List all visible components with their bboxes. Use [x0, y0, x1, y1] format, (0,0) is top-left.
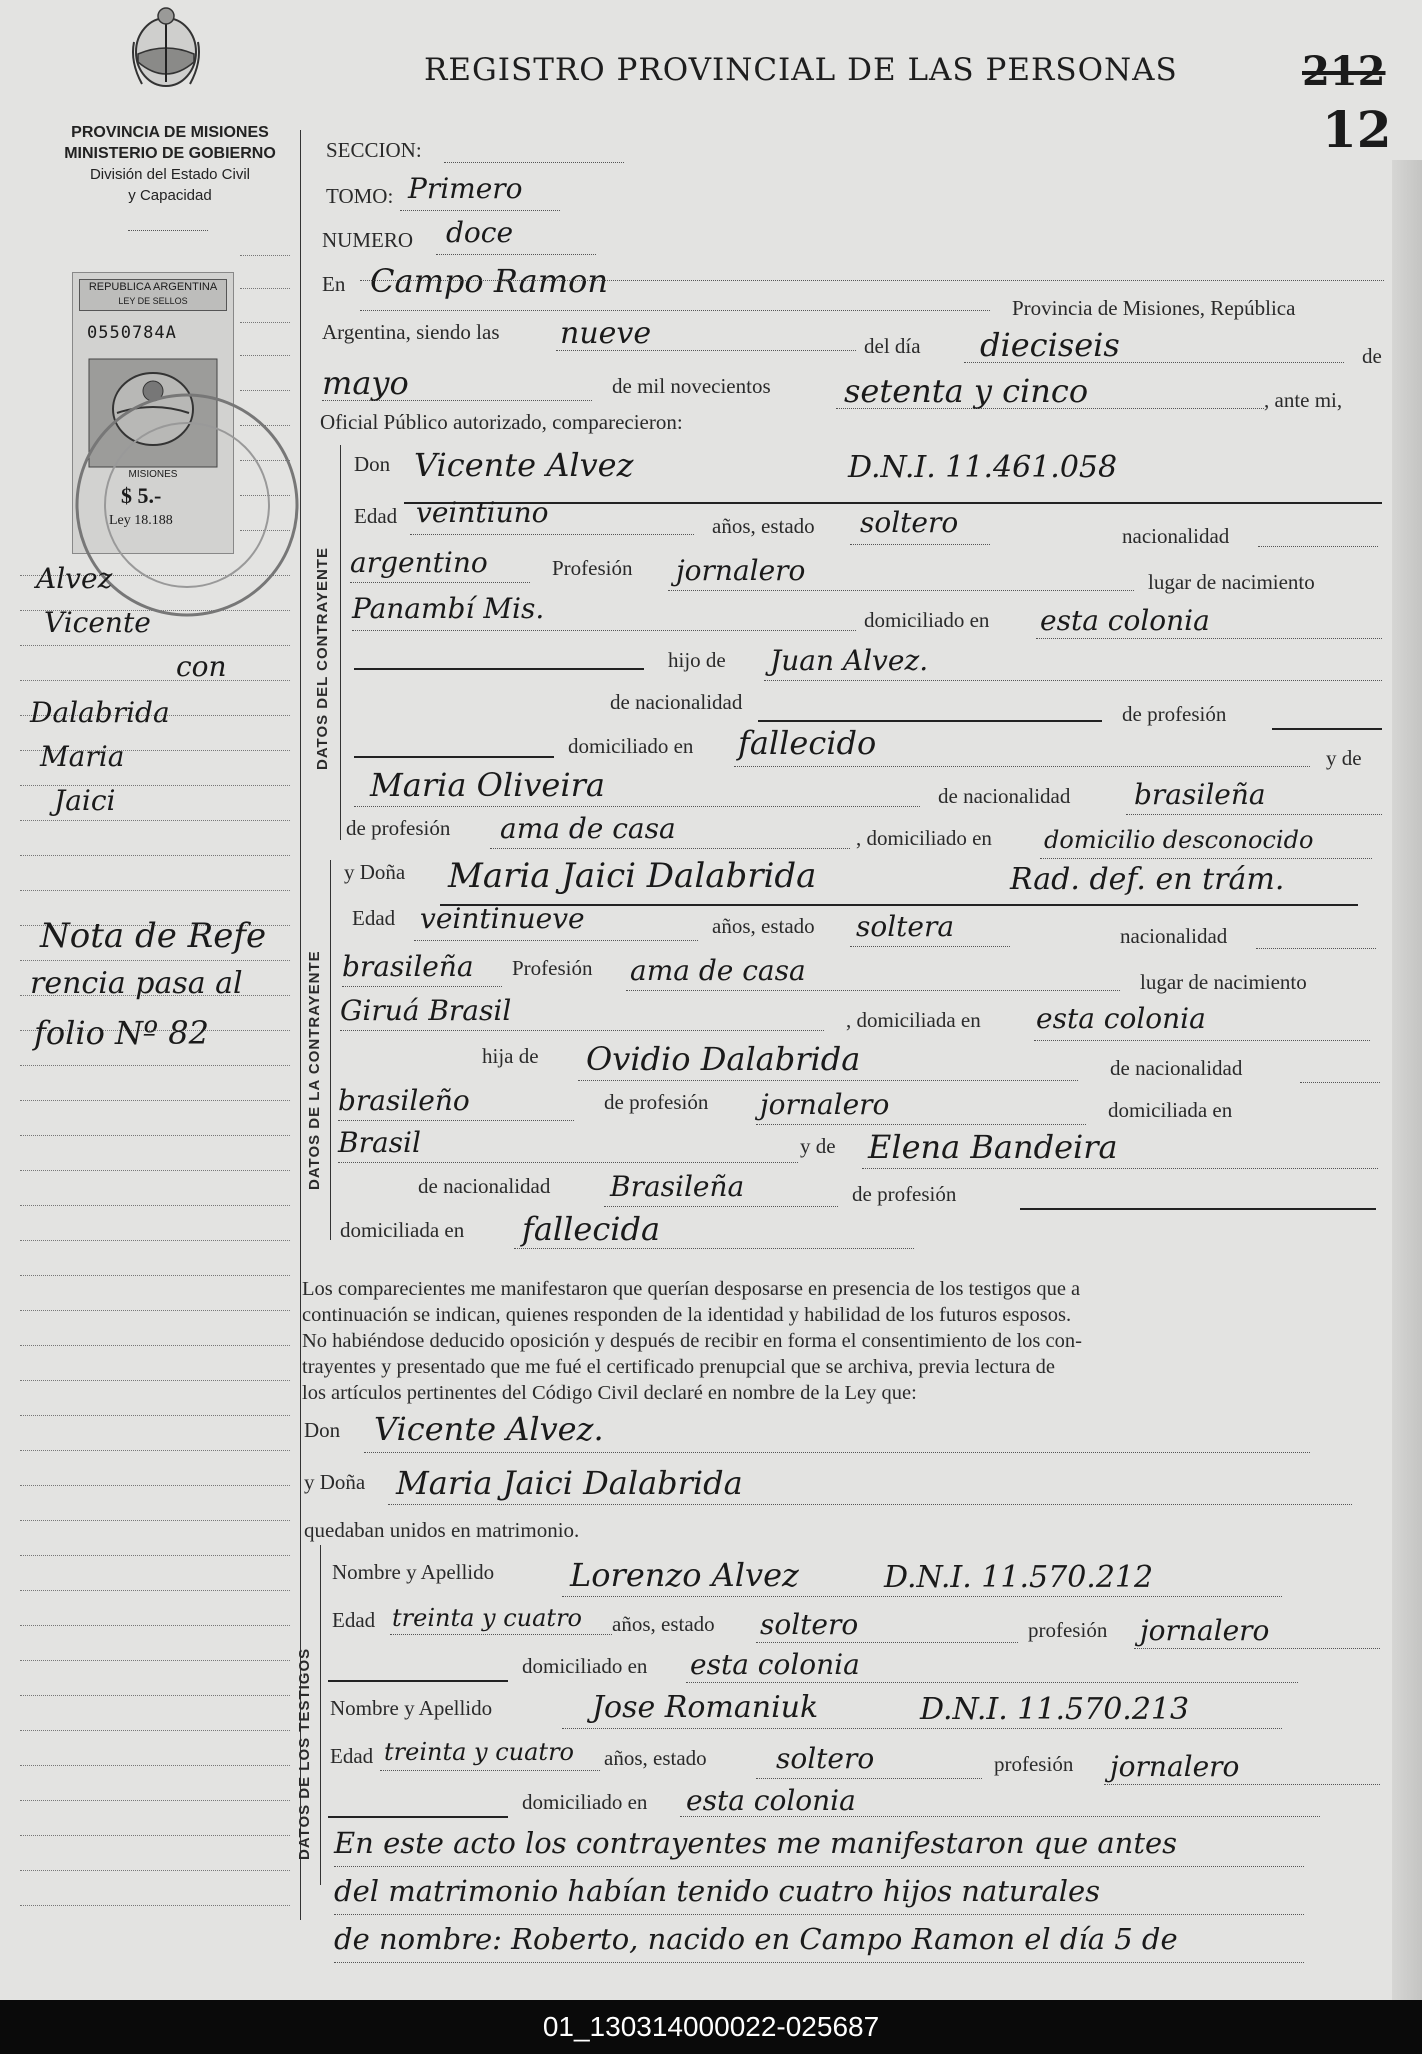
novia-padre-nac: brasileño [338, 1084, 470, 1117]
novio-edad: veintiuno [416, 496, 549, 529]
novio-dom: esta colonia [1040, 604, 1210, 637]
en-label: En [322, 272, 346, 296]
de-nac-label-3: de nacionalidad [1110, 1056, 1243, 1080]
scan-id-footer: 01_130314000022-025687 [0, 2000, 1422, 2054]
registry-title: REGISTRO PROVINCIAL DE LAS PERSONAS [424, 52, 1178, 88]
anos-estado-label-3: años, estado [612, 1612, 715, 1636]
numero-label: NUMERO [322, 228, 414, 252]
novia-padre-prof: jornalero [760, 1088, 890, 1121]
domiciliado-label-2: domiciliado en [568, 734, 694, 758]
stamp-law-label: LEY DE SELLOS [118, 296, 188, 306]
t1-edad: treinta y cuatro [392, 1604, 582, 1632]
tomo-label: TOMO: [326, 184, 394, 208]
margin-name-2: Vicente [44, 606, 151, 639]
provincia-label: Provincia de Misiones, República [1012, 296, 1296, 320]
lugar-value: Campo Ramon [370, 262, 608, 300]
nombre-label-2: Nombre y Apellido [330, 1696, 493, 1720]
domiciliado-label-5: domiciliado en [522, 1790, 648, 1814]
novio-madre: Maria Oliveira [370, 766, 605, 804]
observation-line-3: de nombre: Roberto, nacido en Campo Ramon el día 5 de [334, 1922, 1178, 1956]
t1-nombre: Lorenzo Alvez [570, 1556, 799, 1594]
numero-value: doce [446, 216, 514, 249]
lugar-nac-label-1: lugar de nacimiento [1148, 570, 1315, 594]
novia-madre-nac: Brasileña [610, 1170, 745, 1203]
observation-line-2: del matrimonio habían tenido cuatro hijos naturales [334, 1874, 1101, 1908]
novio-madre-dom: domicilio desconocido [1044, 826, 1314, 854]
novia-padre: Ovidio Dalabrida [586, 1040, 861, 1078]
novia-prof: ama de casa [630, 954, 806, 987]
issuer-province: PROVINCIA DE MISIONES [71, 124, 269, 141]
anio-value: setenta y cinco [844, 372, 1089, 410]
issuer-capacity: y Capacidad [128, 187, 212, 204]
lugar-nac-label-2: lugar de nacimiento [1140, 970, 1307, 994]
t1-prof: jornalero [1140, 1614, 1270, 1647]
de-prof-label-4: de profesión [852, 1182, 957, 1206]
domiciliado-label-3: , domiciliado en [856, 826, 992, 850]
novia-nac: brasileña [342, 950, 474, 983]
declaration-line-3: No habiéndose deducido oposición y después de recibir en forma el consentimiento de los con- [302, 1330, 1082, 1352]
t2-prof: jornalero [1110, 1750, 1240, 1783]
novia-lugar: Giruá Brasil [340, 994, 512, 1027]
don-label-2: Don [304, 1418, 341, 1442]
stamp-country: REPUBLICA ARGENTINA [88, 281, 218, 293]
de-nac-label-2: de nacionalidad [938, 784, 1071, 808]
anos-estado-label-2: años, estado [712, 914, 815, 938]
observation-line-1: En este acto los contrayentes me manifestaron que antes [334, 1826, 1178, 1860]
de-mil-label: de mil novecientos [612, 374, 771, 398]
novia-madre-dom: fallecida [522, 1210, 661, 1248]
novio-padre: Juan Alvez. [770, 644, 929, 677]
novia-edad: veintinueve [420, 902, 585, 935]
profesion-label-2: Profesión [512, 956, 593, 980]
coat-of-arms-icon [128, 2, 204, 92]
side-label-contrayente: DATOS DEL CONTRAYENTE [314, 547, 331, 770]
domiciliado-label-1: domiciliado en [864, 608, 990, 632]
profesion-label-1: Profesión [552, 556, 633, 580]
hora-value: nueve [560, 316, 652, 351]
margin-name-4: Dalabrida [30, 696, 170, 729]
novio-lugar: Panambí Mis. [352, 592, 545, 625]
domiciliada-label-3: domiciliada en [340, 1218, 465, 1242]
edad-label-1: Edad [354, 504, 398, 528]
profesion-label-4: profesión [994, 1752, 1074, 1776]
novia-dom: esta colonia [1036, 1002, 1206, 1035]
domiciliado-label-4: domiciliado en [522, 1654, 648, 1678]
y-dona-label-2: y Doña [304, 1470, 366, 1494]
t2-dom: esta colonia [686, 1784, 856, 1817]
t1-estado: soltero [760, 1608, 859, 1641]
dia-value: dieciseis [980, 326, 1120, 364]
declaration-line-4: trayentes y presentado que me fué el certificado prenupcial que se archiva, previa lectura de [302, 1356, 1056, 1378]
declaration-line-2: continuación se indican, quienes responden de la identidad y habilidad de los futuros esposos. [302, 1304, 1072, 1326]
t2-dni: D.N.I. 11.570.213 [920, 1692, 1190, 1727]
de-prof-label-1: de profesión [1122, 702, 1227, 726]
side-label-testigos: DATOS DE LOS TESTIGOS [296, 1647, 313, 1860]
margin-name-1: Alvez [36, 562, 113, 595]
novia-extra: Rad. def. en trám. [1010, 862, 1285, 897]
margin-name-3: con [176, 650, 227, 683]
de-prof-label-3: de profesión [604, 1090, 709, 1114]
t1-dom: esta colonia [690, 1648, 860, 1681]
t2-estado: soltero [776, 1742, 875, 1775]
stamp-law: Ley 18.188 [109, 513, 173, 528]
oficial-label: Oficial Público autorizado, comparecieron: [320, 410, 683, 434]
profesion-label-3: profesión [1028, 1618, 1108, 1642]
tomo-value: Primero [408, 172, 523, 205]
nombre-label-1: Nombre y Apellido [332, 1560, 495, 1584]
margin-note-line-2: rencia pasa al [30, 966, 243, 1001]
margin-note-line-3: folio Nº 82 [34, 1014, 209, 1052]
issuer-division: División del Estado Civil [89, 166, 251, 183]
declaration-line-1: Los comparecientes me manifestaron que querían desposarse en presencia de los testigos que a [302, 1278, 1081, 1300]
argentina-label: Argentina, siendo las [322, 320, 500, 344]
edad-label-3: Edad [332, 1608, 376, 1632]
novio-dni: D.N.I. 11.461.058 [848, 450, 1118, 485]
novio-madre-nac: brasileña [1134, 778, 1266, 811]
edad-label-2: Edad [352, 906, 396, 930]
declaracion-dona: Maria Jaici Dalabrida [396, 1464, 743, 1502]
novia-madre: Elena Bandeira [868, 1128, 1118, 1166]
novio-madre-prof: ama de casa [500, 812, 676, 845]
de-prof-label-2: de profesión [346, 816, 451, 840]
ante-mi-label: , ante mi, [1264, 388, 1343, 412]
novio-estado: soltero [860, 506, 959, 539]
seccion-label: SECCION: [326, 138, 422, 162]
novia-nombre: Maria Jaici Dalabrida [448, 856, 817, 896]
novio-padre-dom: fallecido [738, 724, 877, 762]
anos-estado-label-4: años, estado [604, 1746, 707, 1770]
domiciliada-label-2: domiciliada en [1108, 1098, 1233, 1122]
nacionalidad-label-2: nacionalidad [1120, 924, 1228, 948]
don-label: Don [354, 452, 391, 476]
t2-edad: treinta y cuatro [384, 1738, 574, 1766]
t2-nombre: Jose Romaniuk [592, 1690, 819, 1725]
mes-value: mayo [322, 364, 409, 402]
margin-name-6: Jaici [54, 784, 116, 817]
quedaban-label: quedaban unidos en matrimonio. [304, 1518, 580, 1542]
folio-number: 12 [1322, 100, 1392, 159]
hija-de-label: hija de [482, 1044, 539, 1068]
novia-padre-dom: Brasil [338, 1126, 421, 1159]
edad-label-4: Edad [330, 1744, 374, 1768]
declaration-line-5: los artículos pertinentes del Código Civil declaré en nombre de la Ley que: [302, 1382, 917, 1404]
margin-name-5: Maria [40, 740, 125, 773]
novio-prof: jornalero [676, 554, 806, 587]
y-de-label-1: y de [1326, 746, 1362, 770]
y-dona-label: y Doña [344, 860, 406, 884]
hijo-de-label: hijo de [668, 648, 726, 672]
domiciliada-label-1: , domiciliada en [846, 1008, 981, 1032]
nacionalidad-label-1: nacionalidad [1122, 524, 1230, 548]
anos-estado-label-1: años, estado [712, 514, 815, 538]
stamp-province: MISIONES [128, 469, 178, 480]
stamp-serial: 0550784A [87, 323, 177, 343]
y-de-label-2: y de [800, 1134, 836, 1158]
t1-dni: D.N.I. 11.570.212 [884, 1560, 1154, 1595]
de-nac-label-1: de nacionalidad [610, 690, 743, 714]
novia-estado: soltera [856, 910, 955, 943]
novio-nac: argentino [350, 546, 488, 579]
del-dia-label: del día [864, 334, 921, 358]
folio-number-struck: 212 [1302, 48, 1386, 95]
stamp-value: $ 5.- [121, 483, 162, 508]
side-label-contrayenta: DATOS DE LA CONTRAYENTE [306, 950, 323, 1190]
issuer-ministry: MINISTERIO DE GOBIERNO [64, 145, 276, 162]
margin-note-line-1: Nota de Refe [40, 916, 267, 956]
declaracion-don: Vicente Alvez. [374, 1410, 604, 1448]
de-label-1: de [1362, 344, 1382, 368]
novio-nombre: Vicente Alvez [414, 446, 634, 484]
de-nac-label-4: de nacionalidad [418, 1174, 551, 1198]
